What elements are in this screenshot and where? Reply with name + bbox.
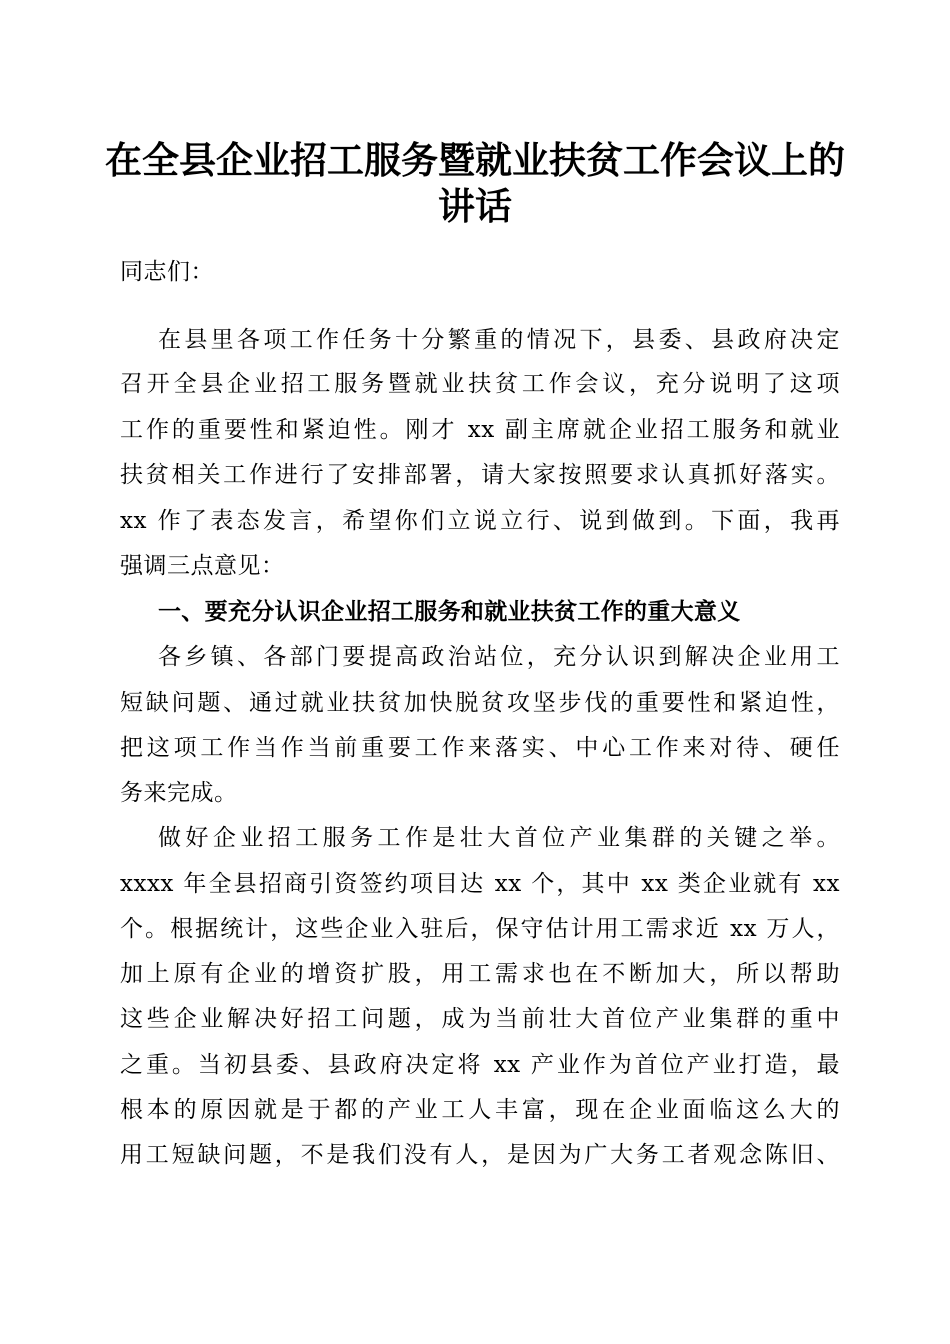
paragraph-line: 短缺问题、通过就业扶贫加快脱贫攻坚步伐的重要性和紧迫性， [120,690,840,716]
intro-line: 扶贫相关工作进行了安排部署，请大家按照要求认真抓好落实。 [120,462,840,488]
paragraph-line: xxxx 年全县招商引资签约项目达 xx 个，其中 xx 类企业就有 xx [120,871,840,897]
intro-line: 在县里各项工作任务十分繁重的情况下，县委、县政府决定 [158,327,840,353]
paragraph-line: 做好企业招工服务工作是壮大首位产业集群的关键之举。 [158,825,840,851]
paragraph-line: 把这项工作当作当前重要工作来落实、中心工作来对待、硬任 [120,735,840,761]
paragraph-line: 根本的原因就是于都的产业工人丰富，现在企业面临这么大的 [120,1097,840,1123]
paragraph-line: 这些企业解决好招工问题，成为当前壮大首位产业集群的重中 [120,1006,840,1032]
salutation: 同志们： [120,259,214,285]
section-heading: 一、要充分认识企业招工服务和就业扶贫工作的重大意义 [158,598,741,625]
paragraph-line: 各乡镇、各部门要提高政治站位，充分认识到解决企业用工 [158,644,840,670]
paragraph-line: 务来完成。 [120,780,238,806]
paragraph-line: 之重。当初县委、县政府决定将 xx 产业作为首位产业打造，最 [120,1052,840,1078]
paragraph-line: 加上原有企业的增资扩股，用工需求也在不断加大，所以帮助 [120,961,840,987]
document-title-line-1: 在全县企业招工服务暨就业扶贫工作会议上的 [105,138,845,182]
intro-line: 强调三点意见： [120,553,285,579]
intro-line: 工作的重要性和紧迫性。刚才 xx 副主席就企业招工服务和就业 [120,417,840,443]
document-title-line-2: 讲话 [438,184,512,228]
intro-line: xx 作了表态发言，希望你们立说立行、说到做到。下面，我再 [120,508,840,534]
intro-line: 召开全县企业招工服务暨就业扶贫工作会议，充分说明了这项 [120,371,840,397]
paragraph-line: 个。根据统计，这些企业入驻后，保守估计用工需求近 xx 万人， [120,916,840,942]
paragraph-line: 用工短缺问题，不是我们没有人，是因为广大务工者观念陈旧、 [120,1142,840,1168]
